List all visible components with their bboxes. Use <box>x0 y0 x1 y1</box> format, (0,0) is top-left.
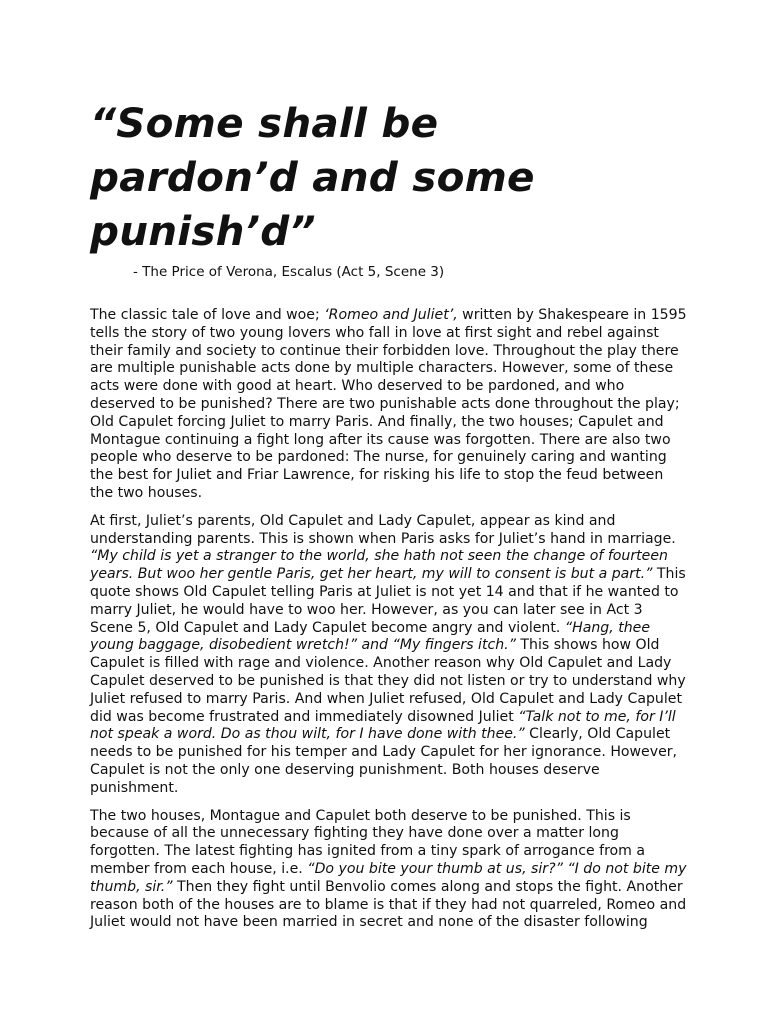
paragraph-text: This <box>652 566 686 583</box>
paragraph-line <box>90 914 680 932</box>
paragraph-text: The two houses, Montague and Capulet both deserve to be punished. This is <box>90 807 631 824</box>
paragraph-text: Capulet is not the only one deserving punishment. Both houses deserve <box>90 761 600 778</box>
paragraph-line <box>90 513 680 531</box>
paragraph-text: Clearly, Old Capulet <box>524 726 671 743</box>
paragraph-line <box>90 878 683 897</box>
paragraph-line <box>90 548 680 566</box>
paragraph-text: The classic tale of love and woe; <box>90 307 325 323</box>
paragraph-line <box>90 531 680 549</box>
essay-title <box>90 96 680 258</box>
paragraph-line <box>90 780 680 798</box>
paragraph-line <box>90 566 686 584</box>
quotation-text: young baggage, disobedient wretch!” and “My fingers itch.” <box>90 637 516 654</box>
paragraph-line <box>90 343 680 361</box>
paragraph-line <box>90 655 680 673</box>
paragraph-text: Juliet would not have been married in secret and none of the disaster following <box>90 914 648 931</box>
paragraph-text: understanding parents. This is shown when Paris asks for Juliet’s hand in marriage. <box>90 530 676 547</box>
paragraph-line <box>90 808 680 826</box>
title-line: punish’d” <box>90 207 316 255</box>
paragraph-text: Capulet deserved to be punished is that they did not listen or try to understand why <box>90 672 686 689</box>
title-line: “Some shall be <box>90 99 439 147</box>
paragraph-line <box>90 860 687 879</box>
paragraph-line <box>90 414 680 432</box>
quotation-text: “Hang, thee <box>564 619 651 636</box>
paragraph-text: the best for Juliet and Friar Lawrence, for risking his life to stop the feud between <box>90 467 664 484</box>
paragraph-line <box>90 620 680 638</box>
paragraph-line <box>90 843 680 861</box>
quotation-text: ‘Romeo and Juliet’, <box>324 307 458 323</box>
paragraph-line <box>90 360 680 378</box>
paragraph-line <box>90 307 687 325</box>
paragraph-line <box>90 449 680 467</box>
paragraph-line <box>90 744 680 762</box>
paragraph-text: Old Capulet forcing Juliet to marry Paris. And finally, the two houses; Capulet and <box>90 413 664 430</box>
paragraph-text: Scene 5, Old Capulet and Lady Capulet become angry and violent. <box>90 619 565 636</box>
paragraph-line <box>90 726 680 744</box>
paragraph-text: Then they fight until Benvolio comes along and stops the fight. Another <box>172 878 683 895</box>
paragraph-line <box>90 896 687 915</box>
paragraph-text: reason both of the houses are to blame is that if they had not quarreled, Romeo and <box>90 896 687 913</box>
paragraph-text: acts were done with good at heart. Who deserved to be pardoned, and who <box>90 378 625 395</box>
paragraph-line <box>90 485 680 503</box>
paragraph-line <box>90 467 680 485</box>
paragraph-line <box>90 672 686 691</box>
document-page <box>90 96 687 942</box>
paragraph-text: Montague continuing a fight long after its cause was forgotten. There are also two <box>90 431 671 448</box>
paragraph-text: punishment. <box>90 779 179 796</box>
paragraph-text: people who deserve to be pardoned: The nurse, for genuinely caring and wanting <box>90 449 667 466</box>
paragraph-text: did was become frustrated and immediately disowned Juliet <box>90 708 519 725</box>
paragraph-text: written by Shakespeare in 1595 <box>457 307 687 323</box>
paragraph-line <box>90 432 680 450</box>
paragraph-text: their family and society to continue their forbidden love. Throughout the play there <box>90 342 679 359</box>
quotation-text: “Do you bite your thumb at us, sir?” “I do not bite my <box>307 860 687 877</box>
body-paragraph <box>90 807 687 933</box>
paragraph-text: This shows how Old <box>515 637 660 654</box>
paragraph-text: Juliet refused to marry Paris. And when Juliet refused, Old Capulet and Lady Capulet <box>90 690 682 707</box>
paragraph-line <box>90 325 680 343</box>
paragraph-text: Capulet is filled with rage and violence. Another reason why Old Capulet and Lady <box>90 655 672 672</box>
paragraph-text: marry Juliet, he would have to woo her. However, as you can later see in Act 3 <box>90 601 643 618</box>
paragraph-text: are multiple punishable acts done by multiple characters. However, some of these <box>90 360 674 377</box>
quotation-text: “Talk not to me, for I’ll <box>518 708 676 725</box>
body-paragraph <box>90 512 686 798</box>
paragraph-text: deserved to be punished? There are two punishable acts done throughout the play; <box>90 395 680 412</box>
paragraph-text: quote shows Old Capulet telling Paris at Juliet is not yet 14 and that if he wanted to <box>90 583 679 600</box>
quotation-text: thumb, sir.” <box>90 878 173 895</box>
quote-attribution: - The Price of Verona, Escalus (Act 5, Scene 3) <box>133 264 445 280</box>
paragraph-text: At first, Juliet’s parents, Old Capulet and Lady Capulet, appear as kind and <box>90 512 616 529</box>
paragraph-line <box>90 762 680 780</box>
paragraph-text: member from each house, i.e. <box>90 860 308 877</box>
paragraph-text: tells the story of two young lovers who fall in love at first sight and rebel against <box>90 324 659 341</box>
paragraph-line <box>90 396 680 414</box>
paragraph-line <box>90 709 680 727</box>
quotation-text: years. But woo her gentle Paris, get her heart, my will to consent is but a part.” <box>90 566 653 583</box>
title-line: pardon’d and some <box>90 153 535 201</box>
paragraph-line <box>90 584 680 602</box>
paragraph-text: because of all the unnecessary fighting they have done over a matter long <box>90 825 619 842</box>
paragraph-text: forgotten. The latest fighting has ignited from a tiny spark of arrogance from a <box>90 843 646 860</box>
essay-body <box>90 307 687 932</box>
paragraph-text: the two houses. <box>90 484 203 501</box>
paragraph-line <box>90 691 680 709</box>
quotation-text: not speak a word. Do as thou wilt, for I have done with thee.” <box>90 726 525 743</box>
paragraph-line <box>90 637 680 655</box>
paragraph-text: needs to be punished for his temper and Lady Capulet for her ignorance. However, <box>90 744 678 761</box>
paragraph-line <box>90 378 680 396</box>
quotation-text: “My child is yet a stranger to the world, she hath not seen the change of fourteen <box>90 548 668 565</box>
paragraph-line <box>90 825 680 843</box>
paragraph-line <box>90 602 680 620</box>
body-paragraph <box>90 307 687 503</box>
